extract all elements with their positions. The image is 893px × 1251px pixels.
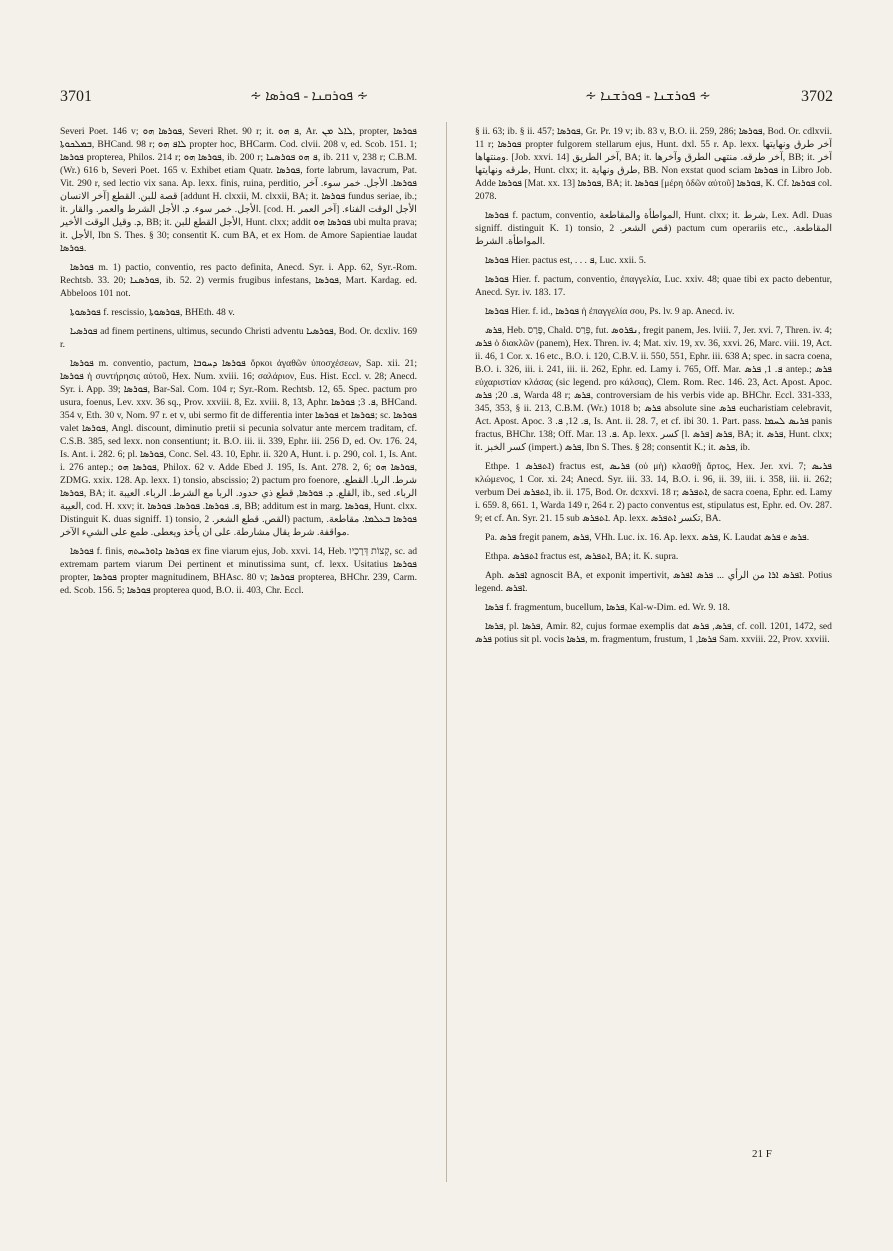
entry-right-7: Ethpe. ܐܬܦܪܣ 1) fractus est, ܦܪܝܣ (οὐ μὴ) κλασθῇ ἄρτος, Hex. Jer. xvi. 7; ܦܪܝܣ κλώμενος, 1 Cor. xi. 24; Anecd. Syr. iii. 33. 14, B.O. i. 96, ii. 39, iii. i. 358, iii. ii. 262; verbum Dei ܐܬܦܪܣ, ib. ii. 175, Bod. Or. dcxxvi. 18 r; ܐܬܦܪܣ, de sacra coena, Ephr. ed. Lamy i. 659. 8, 661. 1, Warda 149 r, 264 r. 2) pacto conventus est, stipulatus est, Ephr. ed. Ov. 287. 9; et cf. An. Syr. 21. 15 sub ܐܬܦܪܣ. Ap. lexx. تكسر ܐܬܦܪܣ, BA.	[475, 461, 832, 524]
signature-mark: 21 F	[752, 1148, 772, 1160]
right-column	[475, 125, 832, 1145]
entry-left-3: ܦܘܪܣܘܬܐ f. rescissio, ܦܘܪܣܘܬܐ, BHEth. 48 v.	[70, 307, 235, 318]
entry-left-1: Severi Poet. 146 v; ܦܘܪܣܐ ܗܘ, Severi Rhet. 90 r; it. ܦ ܗܘ, Ar. ܠܐܠ ܡܢ, propter, ܦܘܪܣܐ ܒܡܠܟܘܬܐ, BHCand. 98 r; ܠܐܦ ܗܘ propter hoc, BHCarm. Cod. clvii. 208 v, ed. Scob. 151. 1; ܦܘܪܣܐ propterea, Philos. 214 r; ܦܘܪܣܐ ܗܘ, ib. 200 r; ܦ ܗܘ ܦܘܪܣܢܐ, ib. 211 v, 238 r; C.B.M. (Wr.) 616 b, Severi Poet. 165 v. Exhibet etiam Quatr. ܦܘܪܣܐ, forte labrum, lavacrum, Pat. Vit. 290 r, sed lectio vix sana. Ap. lexx. finis, ruina, perditio, ܦܘܪܣܐ. الأجل. خمر سوء. آخر قصة للبن. القطع [آخر الانسان [addunt H. clxxii, M. clxxii, BA; it. ܦܘܪܣܐ fundus seriae, ib.; it. الأجل. خمر سوء. ܕ. الأجل الشرط والعمر. والقار. [cod. H. آخر العمر] الأجل الوقت الفناء. ܕ. وقيل الوقت الأخير, BB; it. الأجل القطع للبن, Hunt. clxx; addit ܦܘܪܣܐ ܗܘ ubi multa prava; it. الأجل, Ibn S. Thes. § 30; consentit K. cum BA, et ex Hom. de Amore Sapientiae laudat ܦܘܪܣܐ.	[60, 126, 417, 254]
entry-right-10: Aph. ܐܦܪܣ agnoscit BA, et exponit impertivit, ܐܦܪܣ ܐܪܐ من الرأي ... ܦܪܣ ܐܦܪܣ. Potius legend. ܐܦܪܣ.	[475, 570, 832, 594]
entry-left-4: ܦܘܪܣܝܐ ad finem pertinens, ultimus, secundo Christi adventu ܦܘܪܣܝܐ, Bod. Or. dcxliv. 169 r.	[60, 326, 417, 350]
entry-left-2: ܦܘܪܣܐ m. 1) pactio, conventio, res pacto definita, Anecd. Syr. i. App. 62, Syr.-Rom. Rechtsb. 33. 20; ܦܘܪܣܢܐ, ib. 52. 2) vermis frugibus infestans, ܦܘܪܣܐ, Mart. Kardag. ed. Abbeloos 101 not.	[60, 262, 417, 299]
left-running-title: ∻ ܦܘܪܩܢܐ - ܦܘܪܣܐ ∻	[250, 89, 369, 104]
entry-right-6: ܦܪܣ, Heb. פָּרַס, Chald. פְּרַס, fut. ܢܦܪܘܣ, fregit panem, Jes. lviii. 7, Jer. xvi. 7, Thren. iv. 4; ܦܪܣ ὁ διακλῶν (panem), Hex. Thren. iv. 4; Mat. xiv. 19, xv. 36, xxvi. 26, Marc. viii. 19, Act. ii. 46, 1 Cor. x. 16 etc., B.O. i. 120, C.B.V. ii. 550, 551, Ephr. iii. 638 A; spec. in sacra coena, B.O. i. 326, iii. i. 241, iii. ii. 262, Ephr. ed. Lamy i. 765, Off. Mar. ܦ. 1, ܦܪܣ antep.; ܦܪܣ εὐχαριστίαν κλάσας (sic legend. pro κάλσας), Clem. Rom. Rec. 146. 23, Act. Apost. Apoc. ܦ. 20; ܦܪܣ, Warda 48 r; ܦܪܣ, controversiam de his verbis vide ap. BHChr. Eccl. 331-333, 345, 353, § ii. 213, C.B.M. (Wr.) 1018 b; ܦܪܣ absolute sine ܦܪܣ eucharistiam celebravit, Act. Apost. Apoc. ܦ. 12, ܦ. 3, Is. Ant. ii. 28. 7, et cf. ibi 30. 1. Part. pass. ܦܪܝܣ ܠܚܡܐ panis fractus, BHChr. 138; Off. Mar. ܦ. 13. Ap. lexx. كسر [l. ܦܪܣ] ܦܪܣ, BA; it. ܦܪܣ, Hunt. clxx; it. كسر الخبز (impert.) ܦܪܣ, Ibn S. Thes. § 28; consentit K.; it. ܦܪܣ, ib.	[475, 325, 832, 453]
right-page-number: 3702	[801, 88, 833, 105]
left-page-number: 3701	[60, 88, 92, 105]
column-divider	[446, 122, 447, 1182]
entry-right-8: Pa. ܦܪܣ fregit panem, ܦܪܣ, VHh. Luc. ix. 16. Ap. lexx. ܦܪܣ, K. Laudat ܦܪܣ e ܦܪܣ.	[485, 532, 810, 543]
entry-right-11: ܦܪܣܐ f. fragmentum, bucellum, ܦܪܣܐ, Kal-w-Dim. ed. Wr. 9. 18.	[485, 602, 730, 613]
entry-right-3: ܦܘܪܣܐ Hier. pactus est, . . . ܦ, Luc. xxii. 5.	[485, 255, 647, 266]
entry-right-2: ܦܘܪܣܐ f. pactum, conventio, المواطأة والمقاطعة, Hunt. clxx; it. شرط, Lex. Adl. Duas signiff. distinguit K. 1) tonsio, قص الشعر. 2) pactum cum operariis etc., المقاطعة. المواطأة. الشرط.	[475, 210, 832, 247]
entry-left-6: ܦܘܪܣܐ f. finis, ܦܘܪܣܐ ܕܐܘܪܚܬܗ ex fine viarum ejus, Job. xxvi. 14, Heb. קְצוֹת דְּרָכָיו, sc. ad extremam partem viarum Dei pertinent et minutissima sunt, cf. lexx. Usitatius ܦܘܪܣܐ propter, ܦܘܪܣܐ propter magnitudinem, BHAsc. 80 v; ܦܘܪܣܐ propterea, BHChr. 239, Carm. ed. Scob. 156. 5; ܦܘܪܣܐ propterea quod, B.O. ii. 403, Chr. Eccl.	[60, 546, 417, 596]
entry-right-12: ܦܪܣܐ, pl. ܦܪܣܐ, Amir. 82, cujus formae exemplis dat ܦܪܣ, ܦܪܣ, cf. coll. 1201, 1472, sed ܦܪܣ potius sit pl. vocis ܦܪܣܐ, m. fragmentum, frustum, ܦܪܣܐ, 1 Sam. xxviii. 22, Prov. xxviii.	[475, 621, 832, 645]
left-column	[60, 125, 417, 1185]
entry-right-1: § ii. 63; ib. § ii. 457; ܦܘܪܣܐ, Gr. Pr. 19 v; ib. 83 v, B.O. ii. 259, 286; ܦܘܪܣܐ, Bod. Or. cdlxvii. 11 r; ܦܘܪܣܐ propter fulgorem stellarum ejus, Hunt. dxl. 55 r. Ap. lexx. آخر طرق ونهايتها ومنتهاها. [Job. xxvi. 14] آخر الطريق, BA; it. آخر طرقه. منتهى الطرق وآخرها, BB; it. آخر طرقه ونهايتها, Hunt. clxx; it. طرق ونهاية, BB. Non exstat quod sciam ܦܘܪܣܐ in Libro Job. Adde ܦܘܪܣܐ [Mat. xx. 13] ܦܘܪܣܐ, BA; it. ܦܘܪܣܐ [μέρη ὁδῶν αὐτοῦ] ܦܘܪܣܐ, K. Cf. ܦܘܪܣܐ col. 2078.	[475, 126, 832, 202]
entry-right-4: ܦܘܪܣܐ Hier. f. pactum, conventio, ἐπαγγελία, Luc. xxiv. 48; quae tibi ex pacto debentur, Anecd. Syr. iv. 183. 17.	[475, 274, 832, 298]
entry-right-9: Ethpa. ܐܬܦܪܣ fractus est, ܐܬܦܪܣ, BA; it. K. supra.	[485, 551, 679, 562]
right-running-title: ∻ ܦܘܪܫܢܐ - ܦܘܪܫܢܐ ∻	[585, 89, 711, 104]
page-header	[60, 88, 833, 114]
entry-right-5: ܦܘܪܣܐ Hier. f. id., ܦܘܪܣܐ ἡ ἐπαγγελία σου, Ps. lv. 9 ap. Anecd. iv.	[485, 306, 735, 317]
entry-left-5: ܦܘܪܣܐ m. conventio, pactum, ܦܘܪܣܐ ܕܚܘܒܐ ὅρκοι ἀγαθῶν ὑποσχέσεων, Sap. xii. 21; ܦܘܪܣܐ ἡ συντήρησις αὐτοῦ, Hex. Num. xviii. 16; σαλάριον, Eus. Hist. Eccl. v. 28; Anecd. Syr. i. App. 39; ܦܘܪܣܐ, Bar-Sal. Com. 104 r; Syr.-Rom. Rechtsb. 12, 65. Spec. pactum pro usura, foenus, Lev. xxv. 36 sq., Prov. xxviii. 8, Ez. xviii. 8, 13, Aphr. ܦ. 3; ܦܘܪܣܐ, BHCand. 354 v, Eth. 30 v, Nom. 97 r. et v, ubi sermo fit de differentia inter ܦܘܪܣܐ et ܦܘܪܣܐ; sc. ܦܘܪܣܐ valet ܦܘܪܣܐ, Angl. discount, diminutio pretii si pecunia solvatur ante mercem traditam, cf. C.S.B. 385, sed lexx. non consentiunt; it. B.O. iii. ii. 339, Ephr. iii. 256 D, ed. Ov. 176. 24, Is. Ant. i. 282. 6; pl. ܦܘܪܣܐ, Conc. Sel. 43. 10, Ephr. ii. 320 A, Hunt. i. p. 290, col. 1, Is. Ant. i. 276 antep.; ܦܘܪܣܐ ܗܘ, Philox. 62 v. Adde Ebed J. 195, Is. Ant. 278. 2, 6; ܦܘܪܣܐ ܗܘ, ZDMG. xxix. 128. Ap. lexx. 1) tonsio, abscissio; 2) pactum pro foenore, شرط. الربا. القطع. ܦܘܪܣܐ, BA; it. القلع. ܕ. ܦܘܪܣܐ, قطع ذي حدود. الربا مع الشرط. الرباء. العيبة, ib., sed الرباء. العيبة, cod. H. xxv; it. ܦ. ܦܘܪܣܐ. ܦܘܪܣܐ. ܦܘܪܣܐ, BB; additum est in marg. ܦܘܪܣܐ, Hunt. clxx. Distinguit K. duas signiff. 1) tonsio, القص. قطع الشعر. 2) pactum, ܦܘܪܣܐ ܒܥܠܡܐ. مقاطعة. مواقفة. شرط يقال مشارطة. على ان يأخذ ويعطى. طمع على الشيء الآخر.	[60, 358, 417, 538]
